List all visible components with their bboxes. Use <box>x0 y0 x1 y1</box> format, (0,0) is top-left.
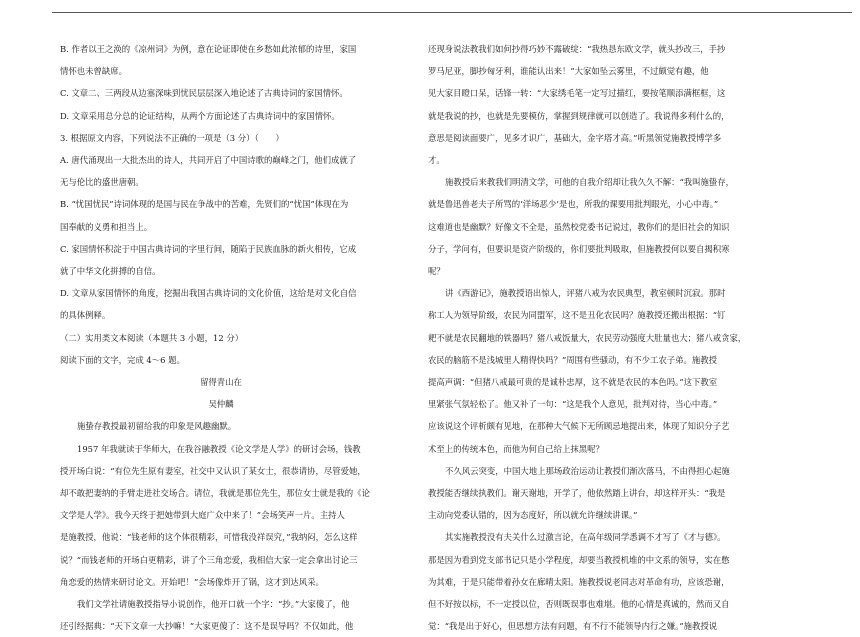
text-line: 授开场白说：“有位先生原有妻室，社交中又认识了某女士，很恭请协，尽管爱她， <box>60 465 366 476</box>
text-line: 农民的脑筋不是浅城里人精得快吗？”周围有些骚动，有不少工农子弟。施教授 <box>428 354 718 365</box>
text-line: 施教授后来教我们明清文学，可他的自我介绍却让我久久不解：“我叫施蛰存， <box>445 177 735 188</box>
text-line: 3. 根据原文内容，下列说法不正确的一项是（3 分）（ ） <box>60 132 284 143</box>
text-line: B. 作者以王之涣的《凉州词》为例，意在论证即使在乡愁如此浓郁的诗里，家国 <box>60 44 357 54</box>
text-line: 才。 <box>428 155 445 166</box>
left-column <box>60 38 382 632</box>
text-line: 施蛰存教授最初留给我的印象是风趣幽默。 <box>77 421 237 432</box>
text-line: 但不好按以标，不一定授以位，否则既误事也难堪。他的心情是真诚的，然而又自 <box>428 599 730 610</box>
text-line: 分子，学问有，但要识是资产阶级的，你们要批判吸取，但施教授何以要自揭积寒 <box>428 243 730 254</box>
text-line: 无与伦比的盛世唐朝。 <box>60 177 144 188</box>
right-column <box>428 38 785 632</box>
text-line: 主动向党委认错的，因为态度好，所以就允许继续讲课。” <box>428 510 638 521</box>
text-line: 国奉献的义勇和担当上。 <box>60 221 153 232</box>
text-line: 意思是阅读面要广，见多才识广，基础大，金字塔才高。”听黑领觉施教授博学多 <box>428 132 722 143</box>
text-line: 阅读下面的文字，完成 4～6 题。 <box>60 354 185 365</box>
text-line: 耙不就是农民翻地的铁器吗？猪八戒饭量大，农民劳动强度大肚量也大；猪八戒贪家， <box>428 332 747 343</box>
text-line: 我们文学社请施教授指导小说创作，他开口就一个字：“抄。”大家傻了，他 <box>77 599 350 610</box>
text-line: 罗马尼亚，脚抄匈牙利，谁能认出来！”大家如坠云雾里，不过颇觉有趣，他 <box>428 66 709 77</box>
text-line: D. 文章从家国情怀的角度，挖掘出我国古典诗词的文化价值，这给是对文化自信 <box>60 288 357 299</box>
text-line: 为其难，于是只能带着孙女在廊晴太阳。施教授说老同志对革命有功，应该恐谢， <box>428 576 730 587</box>
text-line: 不久风云突变，中国大地上那场政治运动让教授们渐次落马，不由得担心起施 <box>445 465 730 476</box>
text-line: 里紧张气氛轻松了。他又补了一句：“这是我个人意见，批判对待，当心中毒。” <box>428 399 718 410</box>
text-line: C. 文章二、三两段从边塞深味到忧民层层深入地论述了古典诗词的家国情怀。 <box>60 88 348 99</box>
text-line: 那是因为看到党支部书记只是小学程度，却要当教授机堆的中文系的领导，实在憋 <box>428 554 730 565</box>
text-line: 说？“而钱老师的开场白更精彩，讲了个三角恋爱，我相信大家一定会拿出讨论三 <box>60 554 358 565</box>
text-line: 提高声调：“但猪八戒最可贵的是诚朴忠厚，这不就是农民的本色吗。”这下教室 <box>428 377 718 388</box>
header-rule <box>52 12 852 13</box>
text-line: 术至上的传统本色，而他为何自己给上抹黑呢？ <box>428 443 604 454</box>
text-line: 称工人为领导阶级，农民为同盟军，这不是丑化农民吗？施教授还搬出根据：“钉 <box>428 310 726 321</box>
text-line: 觉：“我是出于好心，但思想方法有问题，有不行不能领导内行之嫌。”施教授说 <box>428 621 718 632</box>
text-line: 其实施教授没有夫关什么过激言论，在高年级同学悉调不才写了《才与德》。 <box>445 532 726 543</box>
text-line: 却不敢把妻纳的手臂走进社交场合。请位，我就是那位先生，那位女士就是我的《论 <box>60 488 370 499</box>
text-line: A. 唐代涌现出一大批杰出的诗人，共同开启了中国诗歌的巅峰之门，他们成就了 <box>60 155 357 166</box>
text-line: （二）实用类文本阅读（本题共 3 小题，12 分） <box>60 332 244 343</box>
text-line: 教授能否继续执教们。谢天谢地，开学了，他依然踏上讲台，却这样开头：“我是 <box>428 488 726 499</box>
text-line: D. 文章采用总分总的论证结构，从两个方面论述了古典诗词中的家国情怀。 <box>60 110 340 121</box>
text-line: C. 家国情怀积淀于中国古典诗词的字里行间，随陷于民族血脉的新火相传，它成 <box>60 243 357 254</box>
text-line: 吴仲麟 <box>208 399 234 410</box>
text-line: 是施教授，他说：“钱老师的这个体很精彩，可惜我没祥误究，”我纳闷，怎么这样 <box>60 532 358 543</box>
text-line: 1957 年我就读于华师大，在我谷融教授《论文学是人学》的研讨会场，钱教 <box>77 443 361 454</box>
text-line: 还引经据典：“天下文章一大抄嘛！”大家更傻了：这不是误导吗？不仅如此，他 <box>60 621 354 632</box>
text-line: 的具体例释。 <box>60 310 111 321</box>
text-line: 就了中华文化拼搏的自信。 <box>60 266 161 277</box>
text-line: 留得青山在 <box>200 377 242 388</box>
text-line: 就是鲁迅兽老夫子所骂的‘洋场恶少’是也，所我的课要用批判眼光，小心中毒。” <box>428 199 719 210</box>
text-line: B. “忧国忧民”诗词体现的是国与民在争战中的苦难，先贤们的“忧国”体现在为 <box>60 199 349 210</box>
text-line: 情怀也未曾缺席。 <box>60 66 127 77</box>
text-line: 文学是人学》。我今天终于把她带到大庭广众中来了！”会场笑声一片。主持人 <box>60 510 345 521</box>
text-line: 应该说这个评析颇有见地，在那种大气候下无所顾忌地提出来，体现了知识分子艺 <box>428 421 730 432</box>
text-line: 角恋爱的热情来研讨论文。开始吧！”会场像炸开了锅，这才到达风采。 <box>60 576 324 587</box>
text-line: 就是我说的抄，也就是先要模仿，掌握到规律就可以创造了。我说得多利什么的， <box>428 110 730 121</box>
text-line: 还现身说法教我们如何抄得巧妙不露破绽：“我热恳东欧文学，就头抄改三，手抄 <box>428 44 726 54</box>
text-line: 见大家目瞪口呆，话锋一转：“大家绣毛笔一定写过描红，要按笔顺添满框框，这 <box>428 88 726 99</box>
text-line: 这难道也是幽默？好像文不全是，虽然校党委书记说过，教你们的是旧社会的知识 <box>428 221 730 232</box>
text-line: 讲《西游记》，施教授语出惊人，评猪八戒为农民典型，教室顿时沉寂。那时 <box>445 288 726 299</box>
text-line: 呢？ <box>428 266 445 277</box>
